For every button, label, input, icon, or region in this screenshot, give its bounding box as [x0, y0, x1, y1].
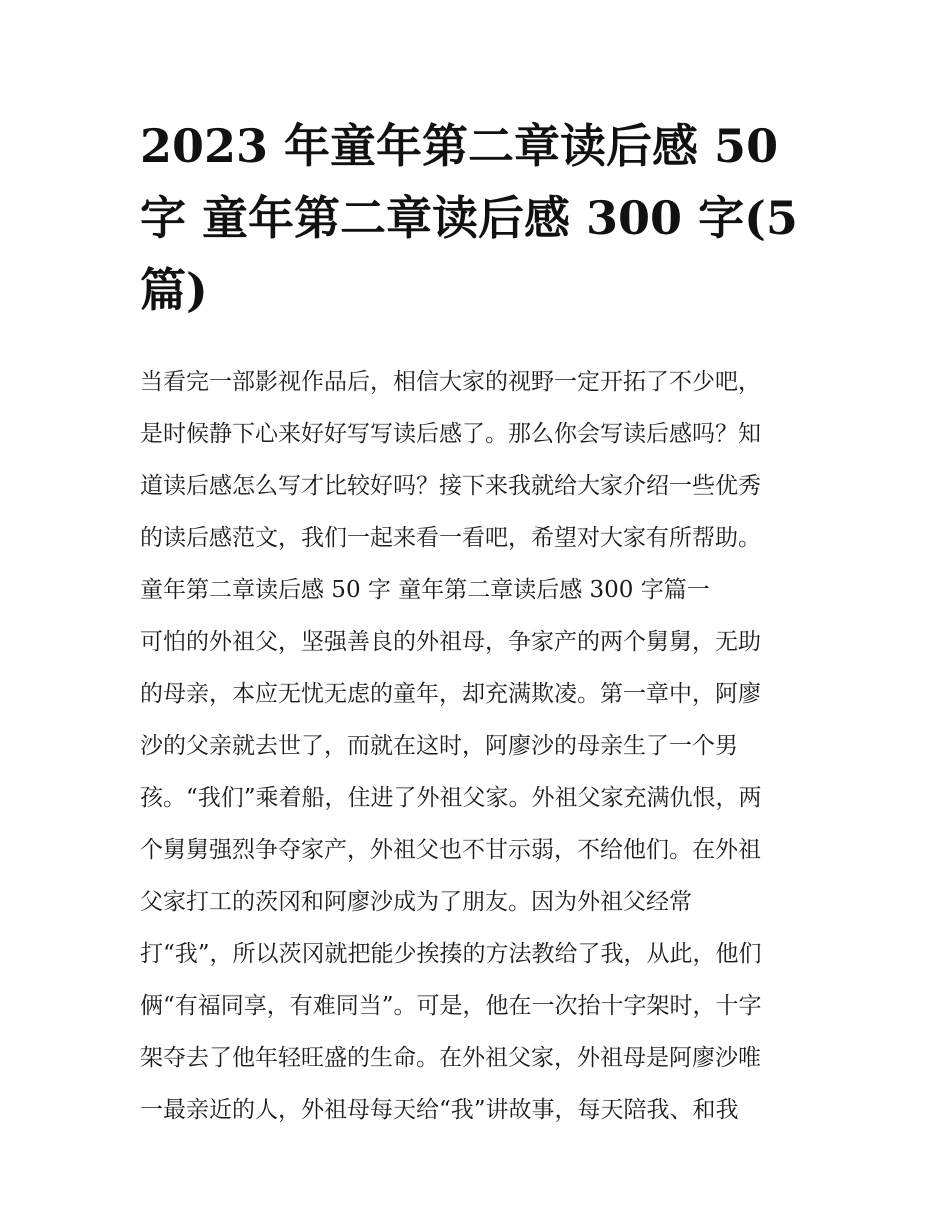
body-line: 的读后感范文，我们一起来看一看吧，希望对大家有所帮助。	[140, 525, 761, 551]
body-line: 当看完一部影视作品后，相信大家的视野一定开拓了不少吧，	[140, 369, 761, 395]
body-line: 的母亲，本应无忧无虑的童年，却充满欺凌。第一章中，阿廖	[140, 681, 761, 707]
body-line: 沙的父亲就去世了，而就在这时，阿廖沙的母亲生了一个男	[140, 733, 738, 759]
section-heading: 童年第二章读后感 50 字 童年第二章读后感 300 字篇一	[140, 577, 710, 603]
body-line: 个舅舅强烈争夺家产，外祖父也不甘示弱，不给他们。在外祖	[140, 837, 761, 863]
body-line: 打“我”，所以茨冈就把能少挨揍的方法教给了我，从此，他们	[140, 941, 762, 967]
body-line: 架夺去了他年轻旺盛的生命。在外祖父家，外祖母是阿廖沙唯	[140, 1045, 761, 1071]
body-line: 是时候静下心来好好写写读后感了。那么你会写读后感吗？知	[140, 421, 761, 447]
body-line: 道读后感怎么写才比较好吗？接下来我就给大家介绍一些优秀	[140, 473, 761, 499]
document-body	[140, 356, 820, 1136]
body-line: 孩。“我们”乘着船，住进了外祖父家。外祖父家充满仇恨，两	[140, 785, 762, 811]
body-line: 一最亲近的人，外祖母每天给“我”讲故事，每天陪我、和我	[140, 1097, 739, 1123]
body-line: 可怕的外祖父，坚强善良的外祖母，争家产的两个舅舅，无助	[140, 629, 761, 655]
body-line: 父家打工的茨冈和阿廖沙成为了朋友。因为外祖父经常	[140, 889, 692, 915]
body-line: 俩“有福同享，有难同当”。可是，他在一次抬十字架时，十字	[140, 993, 762, 1019]
document-title: 2023 年童年第二章读后感 50 字 童年第二章读后感 300 字(5 篇)	[140, 119, 798, 317]
